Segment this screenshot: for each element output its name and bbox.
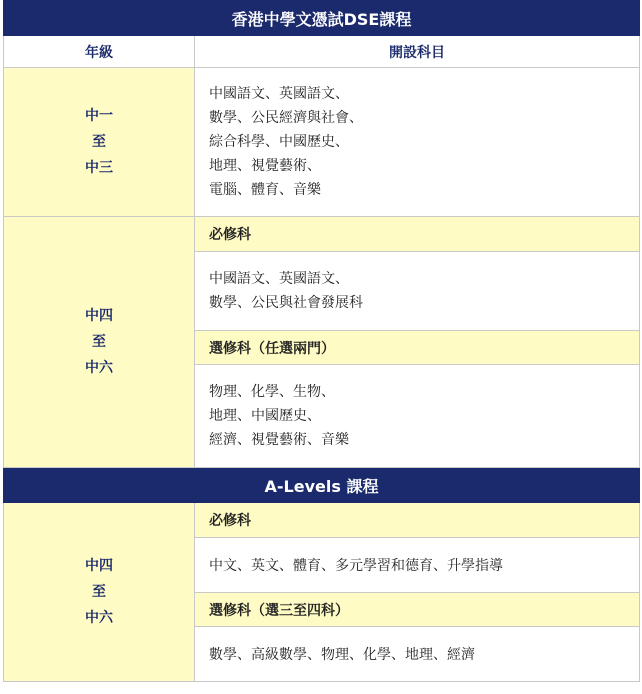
subject-line: 綜合科學、中國歷史、 [209, 134, 349, 150]
grade-line: 中四 [85, 558, 113, 574]
subject-line: 中國語文、英國語文、 [209, 271, 349, 287]
grade-alevel-cell [4, 503, 195, 682]
grade-column-header: 年級 [4, 36, 195, 68]
subject-line: 地理、視覺藝術、 [209, 158, 321, 174]
grade-junior-cell [4, 68, 195, 217]
dse-compulsory-subjects [195, 252, 640, 331]
dse-section-title: 香港中學文憑試DSE課程 [4, 1, 640, 36]
grade-line: 中四 [85, 308, 113, 324]
grade-senior-cell [4, 217, 195, 468]
grade-line: 至 [92, 334, 106, 350]
subject-line: 物理、化學、生物、 [209, 384, 335, 400]
subject-line: 數學、公民經濟與社會、 [209, 110, 363, 126]
alevel-elective-subjects: 數學、高級數學、物理、化學、地理、經濟 [195, 627, 640, 682]
alevel-compulsory-label: 必修科 [195, 503, 640, 538]
grade-line: 中六 [85, 610, 113, 626]
subject-line: 中國語文、英國語文、 [209, 86, 349, 102]
curriculum-table [3, 0, 640, 682]
dse-elective-subjects [195, 365, 640, 468]
dse-compulsory-label: 必修科 [195, 217, 640, 252]
junior-subjects-cell [195, 68, 640, 217]
subject-line: 地理、中國歷史、 [209, 408, 321, 424]
subjects-column-header: 開設科目 [195, 36, 640, 68]
grade-line: 中六 [85, 360, 113, 376]
subject-line: 數學、公民與社會發展科 [209, 295, 363, 311]
alevel-elective-label: 選修科（選三至四科） [195, 593, 640, 627]
grade-line: 中三 [85, 160, 113, 176]
subject-line: 電腦、體育、音樂 [209, 182, 321, 198]
grade-line: 至 [92, 134, 106, 150]
grade-line: 中一 [85, 108, 113, 124]
alevel-compulsory-subjects: 中文、英文、體育、多元學習和德育、升學指導 [195, 538, 640, 593]
grade-line: 至 [92, 584, 106, 600]
alevel-section-title: A-Levels 課程 [4, 468, 640, 503]
dse-elective-label: 選修科（任選兩門） [195, 331, 640, 365]
subject-line: 經濟、視覺藝術、音樂 [209, 432, 349, 448]
